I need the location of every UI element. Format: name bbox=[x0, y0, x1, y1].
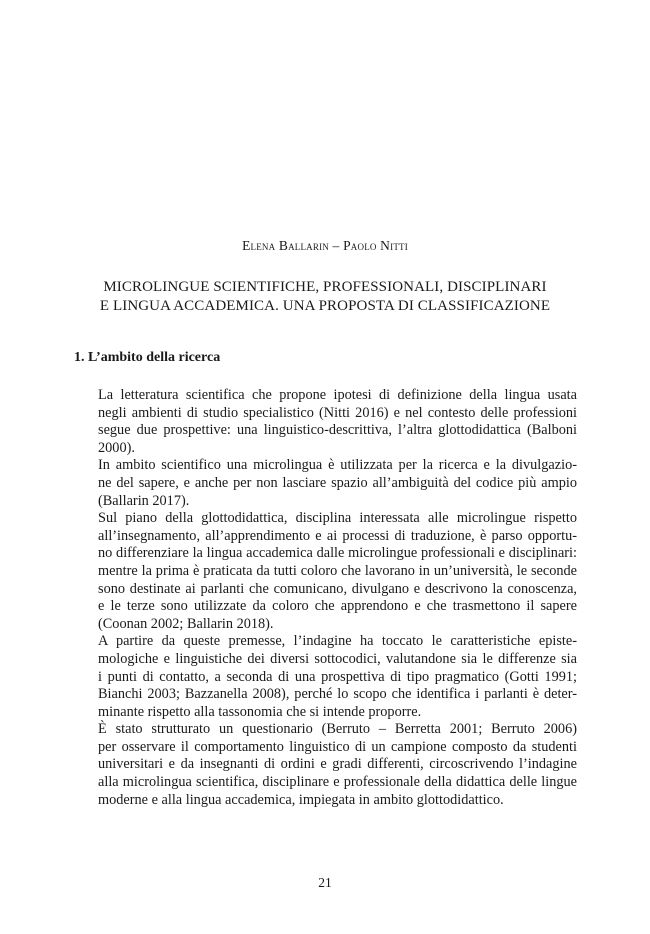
text-line: Bianchi 2003; Bazzanella 2008), perché lo scopo che identifica i parlanti è deter- bbox=[98, 686, 577, 703]
text-line: A partire da queste premesse, l’indagine ha toccato le caratteristiche episte- bbox=[98, 633, 577, 650]
text-line: mentre la prima è praticata da tutti coloro che lavorano in un’università, le seconde bbox=[98, 562, 577, 579]
text-line: La letteratura scientifica che propone ipotesi di definizione della lingua usata bbox=[98, 387, 577, 403]
author-separator: – bbox=[328, 238, 344, 253]
text-line: In ambito scientifico una microlingua è utilizzata per la ricerca e la divulgazio- bbox=[98, 457, 577, 474]
title-line: MICROLINGUE SCIENTIFICHE, PROFESSIONALI, DISCIPLINARI bbox=[103, 279, 547, 295]
text-line: all’insegnamento, all’apprendimento e ai processi di traduzione, è parso opportu- bbox=[98, 527, 577, 544]
text-line: negli ambienti di studio specialistico (Nitti 2016) e nel contesto delle professioni bbox=[98, 404, 577, 421]
paragraph bbox=[74, 510, 577, 633]
text-line: no differenziare la lingua accademica dalle microlingue professionali e disciplinari: bbox=[98, 545, 577, 562]
paragraph bbox=[74, 721, 577, 809]
text-line: 2000). bbox=[98, 439, 135, 456]
text-line: sono destinate ai parlanti che comunicano, divulgano e descrivono la conoscenza, bbox=[98, 580, 577, 597]
text-line: È stato strutturato un questionario (Berruto – Berretta 2001; Berruto 2006) bbox=[98, 721, 577, 738]
author-name: Paolo Nitti bbox=[343, 238, 408, 253]
text-line: segue due prospettive: una linguistico-descrittiva, l’altra glottodidattica (Balboni bbox=[98, 422, 577, 439]
text-line: universitari e da insegnanti di ordini e gradi differenti, circoscrivendo l’indagine bbox=[98, 756, 577, 773]
paragraph bbox=[74, 633, 577, 721]
text-line: mologiche e linguistiche dei diversi sottocodici, valutandone sia le differenze sia bbox=[98, 650, 577, 667]
text-line: minante rispetto alla tassonomia che si intende proporre. bbox=[98, 703, 422, 720]
text-line: per osservare il comportamento linguistico di un campione composto da studenti bbox=[98, 738, 577, 755]
body-text bbox=[74, 387, 577, 809]
paragraph bbox=[74, 387, 577, 457]
text-line: (Coonan 2002; Ballarin 2018). bbox=[98, 615, 274, 632]
text-line: moderne e alla lingua accademica, impiegata in ambito glottodidattico. bbox=[98, 791, 504, 808]
text-line: Sul piano della glottodidattica, disciplina interessata alle microlingue rispetto bbox=[98, 510, 577, 527]
text-line: i punti di contatto, a seconda di una prospettiva di tipo pragmatico (Gotti 1991; bbox=[98, 668, 577, 685]
title-line: E LINGUA ACCADEMICA. UNA PROPOSTA DI CLASSIFICAZIONE bbox=[99, 298, 551, 314]
text-line: alla microlingua scientifica, disciplinare e professionale della didattica delle lingue bbox=[98, 774, 577, 791]
paper-title bbox=[40, 278, 610, 316]
author-line bbox=[0, 238, 650, 254]
author-name: Elena Ballarin bbox=[242, 238, 329, 253]
text-line: ne del sapere, e anche per non lasciare spazio all’ambiguità del codice più ampio bbox=[98, 474, 577, 491]
paragraph bbox=[74, 457, 577, 510]
text-line: (Ballarin 2017). bbox=[98, 492, 190, 509]
text-line: e le terze sono utilizzate da coloro che apprendono e che trasmettono il sapere bbox=[98, 598, 577, 615]
section-heading: 1. L’ambito della ricerca bbox=[74, 350, 221, 365]
page-number: 21 bbox=[318, 875, 332, 890]
